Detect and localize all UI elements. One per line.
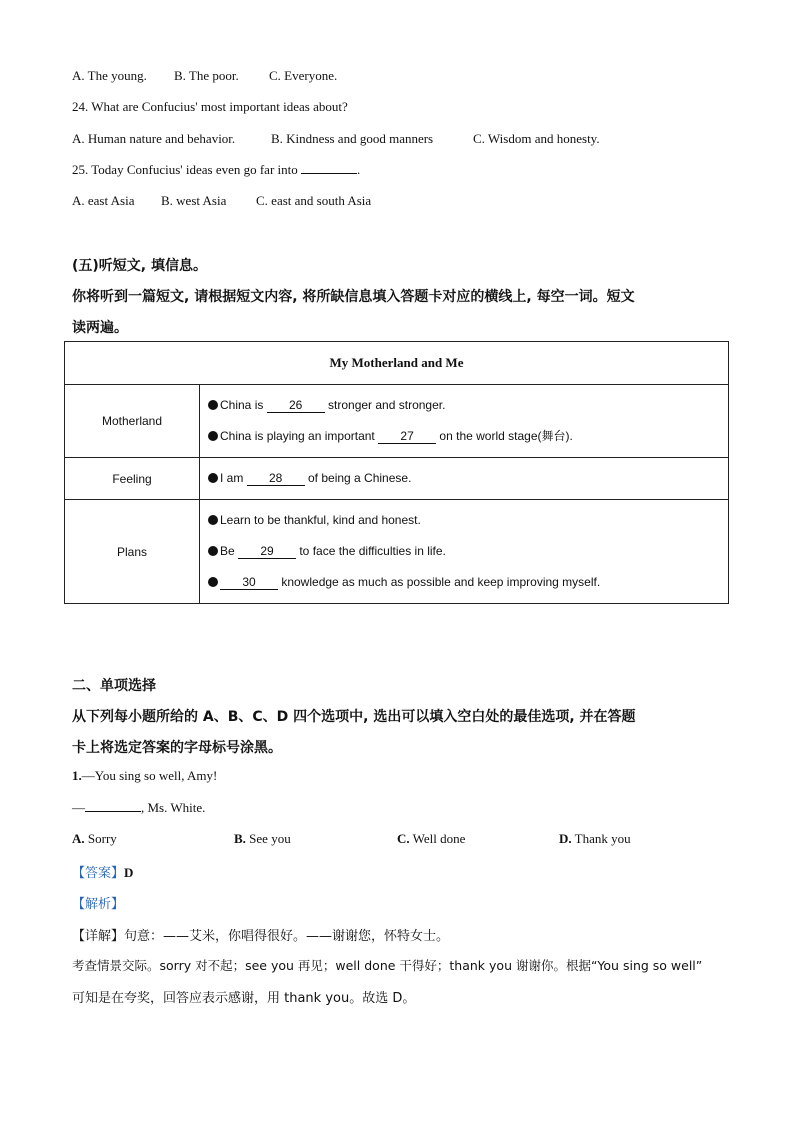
q1-option-d bbox=[559, 831, 631, 847]
q1-dialogue-2: , Ms. White. bbox=[141, 800, 206, 815]
table-header: My Motherland and Me bbox=[65, 342, 729, 385]
bullet-icon bbox=[208, 577, 218, 587]
bullet-item bbox=[208, 463, 720, 494]
q1-option-a bbox=[72, 831, 117, 847]
bullet-icon bbox=[208, 400, 218, 410]
bullet-icon bbox=[208, 515, 218, 525]
answer-line bbox=[72, 862, 133, 881]
row-content-feeling bbox=[200, 458, 729, 500]
q25-option-a: A. east Asia bbox=[72, 193, 135, 208]
option-text: Thank you bbox=[571, 831, 631, 846]
part2-instruction-1: 从下列每小题所给的 A、B、C、D 四个选项中, 选出可以填入空白处的最佳选项, 并在答题 bbox=[72, 709, 636, 725]
option-letter: B. bbox=[234, 831, 246, 846]
detail-text-1: 句意：——艾米，你唱得很好。——谢谢您，怀特女士。 bbox=[124, 929, 450, 944]
answer-tag: 【答案】 bbox=[72, 866, 125, 881]
q24-question: 24. What are Confucius' most important ideas about? bbox=[72, 99, 348, 114]
q1-number: 1. bbox=[72, 768, 82, 783]
q1-option-b bbox=[234, 831, 291, 847]
blank-29: 29 bbox=[238, 545, 296, 559]
item-text: Be bbox=[220, 544, 239, 558]
answer-value: D bbox=[124, 865, 134, 880]
q24-option-c: C. Wisdom and honesty. bbox=[473, 131, 600, 146]
section5-instruction-2: 读两遍。 bbox=[72, 320, 128, 336]
bullet-item bbox=[208, 390, 720, 421]
option-letter: A. bbox=[72, 831, 85, 846]
q25-option-b: B. west Asia bbox=[161, 193, 227, 208]
detail-line-3: 可知是在夸奖，回答应表示感谢，用 thank you。故选 D。 bbox=[72, 991, 416, 1006]
item-text: knowledge as much as possible and keep improving myself. bbox=[278, 575, 601, 589]
q24-option-a: A. Human nature and behavior. bbox=[72, 131, 236, 146]
table-row-plans bbox=[65, 500, 729, 604]
detail-tag: 【详解】 bbox=[72, 929, 125, 944]
item-text: China is playing an important bbox=[220, 429, 379, 443]
bullet-item bbox=[208, 421, 720, 452]
q25-blank bbox=[301, 173, 357, 174]
q25-text: 25. Today Confucius' ideas even go far into bbox=[72, 162, 302, 177]
option-text: Sorry bbox=[84, 831, 117, 846]
option-text: Well done bbox=[409, 831, 466, 846]
item-text: Learn to be thankful, kind and honest. bbox=[220, 513, 421, 527]
q23-option-c: C. Everyone. bbox=[269, 68, 338, 83]
bullet-item bbox=[208, 567, 720, 598]
blank-28: 28 bbox=[247, 472, 305, 486]
detail-line-1 bbox=[72, 925, 449, 944]
option-letter: D. bbox=[559, 831, 572, 846]
item-text: to face the difficulties in life. bbox=[296, 544, 446, 558]
q1-dialogue-1: —You sing so well, Amy! bbox=[81, 768, 218, 783]
blank-30: 30 bbox=[220, 576, 278, 590]
row-label-feeling: Feeling bbox=[65, 458, 200, 500]
section5-title: (五)听短文, 填信息。 bbox=[72, 258, 207, 274]
bullet-icon bbox=[208, 431, 218, 441]
q25-question bbox=[72, 162, 360, 178]
analysis-line bbox=[72, 893, 124, 912]
blank-27: 27 bbox=[378, 430, 436, 444]
q23-option-a: A. The young. bbox=[72, 68, 147, 83]
detail-line-2: 考查情景交际。sorry 对不起；see you 再见；well done 干得好；thank you 谢谢你。根据“You sing so well” bbox=[72, 958, 703, 973]
item-text: China is bbox=[220, 398, 267, 412]
row-content-plans bbox=[200, 500, 729, 604]
item-text: stronger and stronger. bbox=[324, 398, 446, 412]
row-label-plans: Plans bbox=[65, 500, 200, 604]
option-text: See you bbox=[245, 831, 291, 846]
bullet-item bbox=[208, 505, 720, 536]
part2-title: 二、单项选择 bbox=[72, 678, 156, 694]
q23-option-b: B. The poor. bbox=[174, 68, 239, 83]
q1-line2 bbox=[72, 800, 205, 816]
info-table bbox=[64, 341, 729, 604]
table-row-feeling bbox=[65, 458, 729, 500]
bullet-item bbox=[208, 536, 720, 567]
item-text: on the world stage(舞台). bbox=[436, 429, 573, 443]
q1-line1 bbox=[72, 768, 217, 784]
option-letter: C. bbox=[397, 831, 410, 846]
bullet-icon bbox=[208, 473, 218, 483]
row-content-motherland bbox=[200, 385, 729, 458]
table-row-motherland bbox=[65, 385, 729, 458]
section5-instruction-1: 你将听到一篇短文, 请根据短文内容, 将所缺信息填入答题卡对应的横线上, 每空一词。短文 bbox=[72, 289, 635, 305]
q24-option-b: B. Kindness and good manners bbox=[271, 131, 434, 146]
q1-dash: — bbox=[72, 800, 85, 815]
bullet-icon bbox=[208, 546, 218, 556]
q25-period: . bbox=[357, 162, 361, 177]
item-text: of being a Chinese. bbox=[304, 471, 412, 485]
q1-option-c bbox=[397, 831, 465, 847]
row-label-motherland: Motherland bbox=[65, 385, 200, 458]
blank-26: 26 bbox=[267, 399, 325, 413]
part2-instruction-2: 卡上将选定答案的字母标号涂黑。 bbox=[72, 740, 282, 756]
q25-option-c: C. east and south Asia bbox=[256, 193, 372, 208]
analysis-tag: 【解析】 bbox=[72, 897, 125, 912]
item-text: I am bbox=[220, 471, 247, 485]
q1-blank bbox=[85, 811, 141, 812]
